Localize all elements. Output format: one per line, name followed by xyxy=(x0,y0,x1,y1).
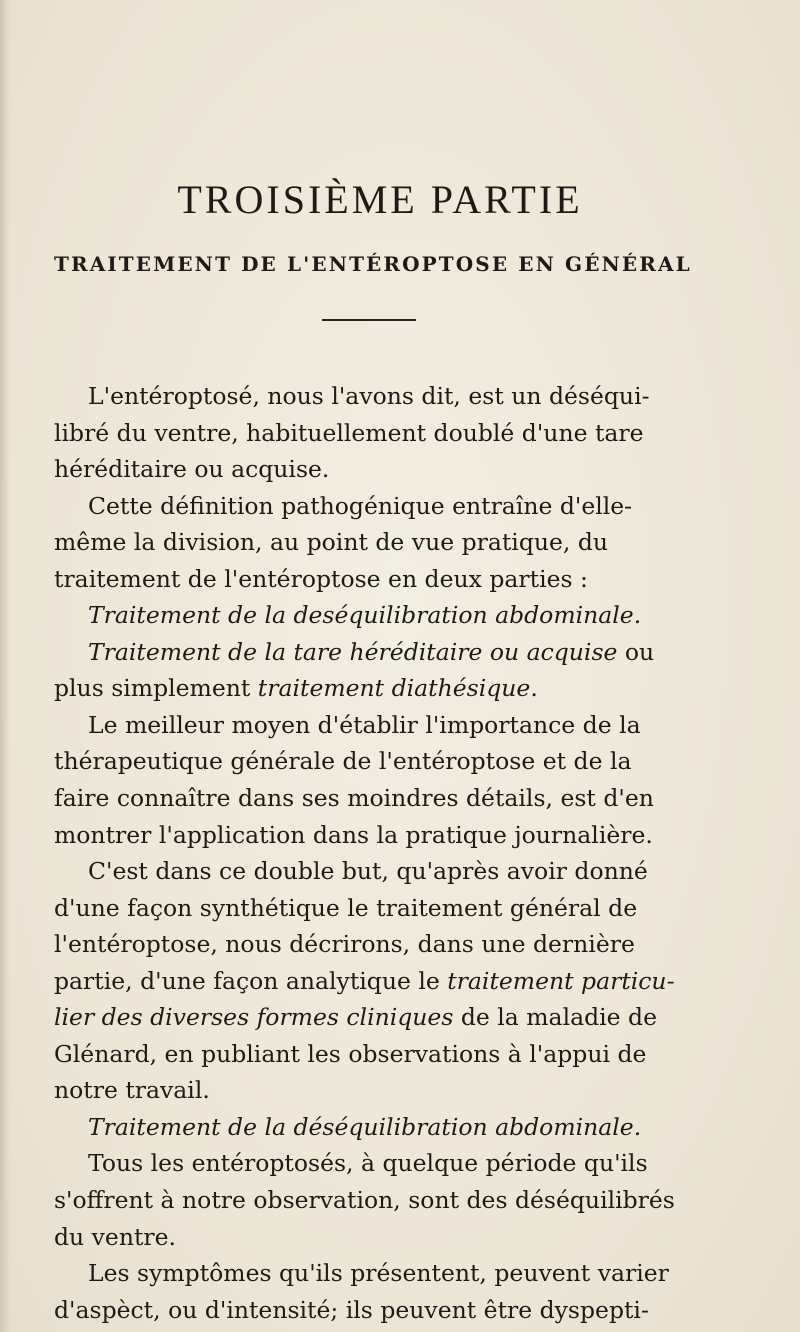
text-segment: du ventre. xyxy=(54,1222,177,1251)
text-line xyxy=(54,817,714,854)
text-segment: faire connaître dans ses moindres détails, est d'en xyxy=(54,784,654,813)
text-line xyxy=(54,451,714,488)
text-segment: partie, d'une façon analytique le xyxy=(54,966,448,995)
text-segment: d'une façon synthétique le traitement général de xyxy=(54,893,638,922)
text-line xyxy=(54,524,714,561)
text-segment: plus simplement xyxy=(54,674,258,703)
italic-text: Traitement de la tare héréditaire ou acquise xyxy=(88,637,618,666)
text-segment: ou xyxy=(617,637,655,666)
text-line xyxy=(54,743,714,780)
italic-text: Traitement de la deséquilibration abdominale. xyxy=(88,601,642,630)
text-segment: Tous les entéroptosés, à quelque période qu'ils xyxy=(88,1149,648,1178)
text-line xyxy=(54,999,714,1036)
text-segment: d'aspèct, ou d'intensité; ils peuvent être dyspepti- xyxy=(54,1295,649,1324)
text-segment: C'est dans ce double but, qu'après avoir donné xyxy=(88,857,648,886)
text-segment: même la division, au point de vue pratique, du xyxy=(54,528,609,557)
text-line xyxy=(54,561,714,598)
text-line xyxy=(54,415,714,452)
body-text xyxy=(54,378,714,1328)
part-title: TROISIÈME PARTIE xyxy=(177,177,583,222)
text-line xyxy=(54,780,714,817)
text-line xyxy=(54,1182,714,1219)
text-segment: Les symptômes qu'ils présentent, peuvent varier xyxy=(88,1259,669,1288)
text-line xyxy=(54,1219,714,1256)
text-line xyxy=(54,707,714,744)
text-line xyxy=(54,488,714,525)
italic-text: traitement particu- xyxy=(447,966,675,995)
text-segment: thérapeutique générale de l'entéroptose et de la xyxy=(54,747,632,776)
text-line xyxy=(54,1292,714,1329)
text-segment: . xyxy=(530,674,538,703)
section-divider xyxy=(322,319,416,321)
text-segment: L'entéroptosé, nous l'avons dit, est un déséqui- xyxy=(88,382,650,410)
text-line xyxy=(54,1072,714,1109)
italic-text: lier des diverses formes cliniques xyxy=(54,1003,454,1032)
text-segment: traitement de l'entéroptose en deux parties : xyxy=(54,564,588,593)
italic-text: Traitement de la déséquilibration abdominale. xyxy=(88,1112,642,1141)
text-line xyxy=(54,670,714,707)
italic-text: traitement diathésique xyxy=(257,674,531,703)
text-segment: Cette définition pathogénique entraîne d'elle- xyxy=(88,491,633,520)
text-segment: notre travail. xyxy=(54,1076,210,1105)
text-segment: s'offrent à notre observation, sont des déséquilibrés xyxy=(54,1186,675,1215)
text-line xyxy=(54,890,714,927)
text-line xyxy=(54,963,714,1000)
text-line xyxy=(54,926,714,963)
text-line xyxy=(54,597,714,634)
text-segment: libré du ventre, habituellement doublé d'une tare xyxy=(54,418,644,447)
text-line xyxy=(54,1145,714,1182)
text-line xyxy=(54,634,714,671)
text-line xyxy=(54,1255,714,1292)
text-line xyxy=(54,1036,714,1073)
section-title: TRAITEMENT DE L'ENTÉROPTOSE EN GÉNÉRAL xyxy=(54,252,692,276)
text-segment: héréditaire ou acquise. xyxy=(54,455,330,484)
text-segment: l'entéroptose, nous décrirons, dans une dernière xyxy=(54,930,635,959)
text-segment: Le meilleur moyen d'établir l'importance de la xyxy=(88,710,641,739)
text-segment: de la maladie de xyxy=(453,1003,657,1032)
text-segment: Glénard, en publiant les observations à l'appui de xyxy=(54,1039,647,1068)
text-line xyxy=(54,853,714,890)
text-line xyxy=(54,1109,714,1146)
text-line xyxy=(54,378,714,415)
text-segment: montrer l'application dans la pratique journalière. xyxy=(54,820,653,849)
